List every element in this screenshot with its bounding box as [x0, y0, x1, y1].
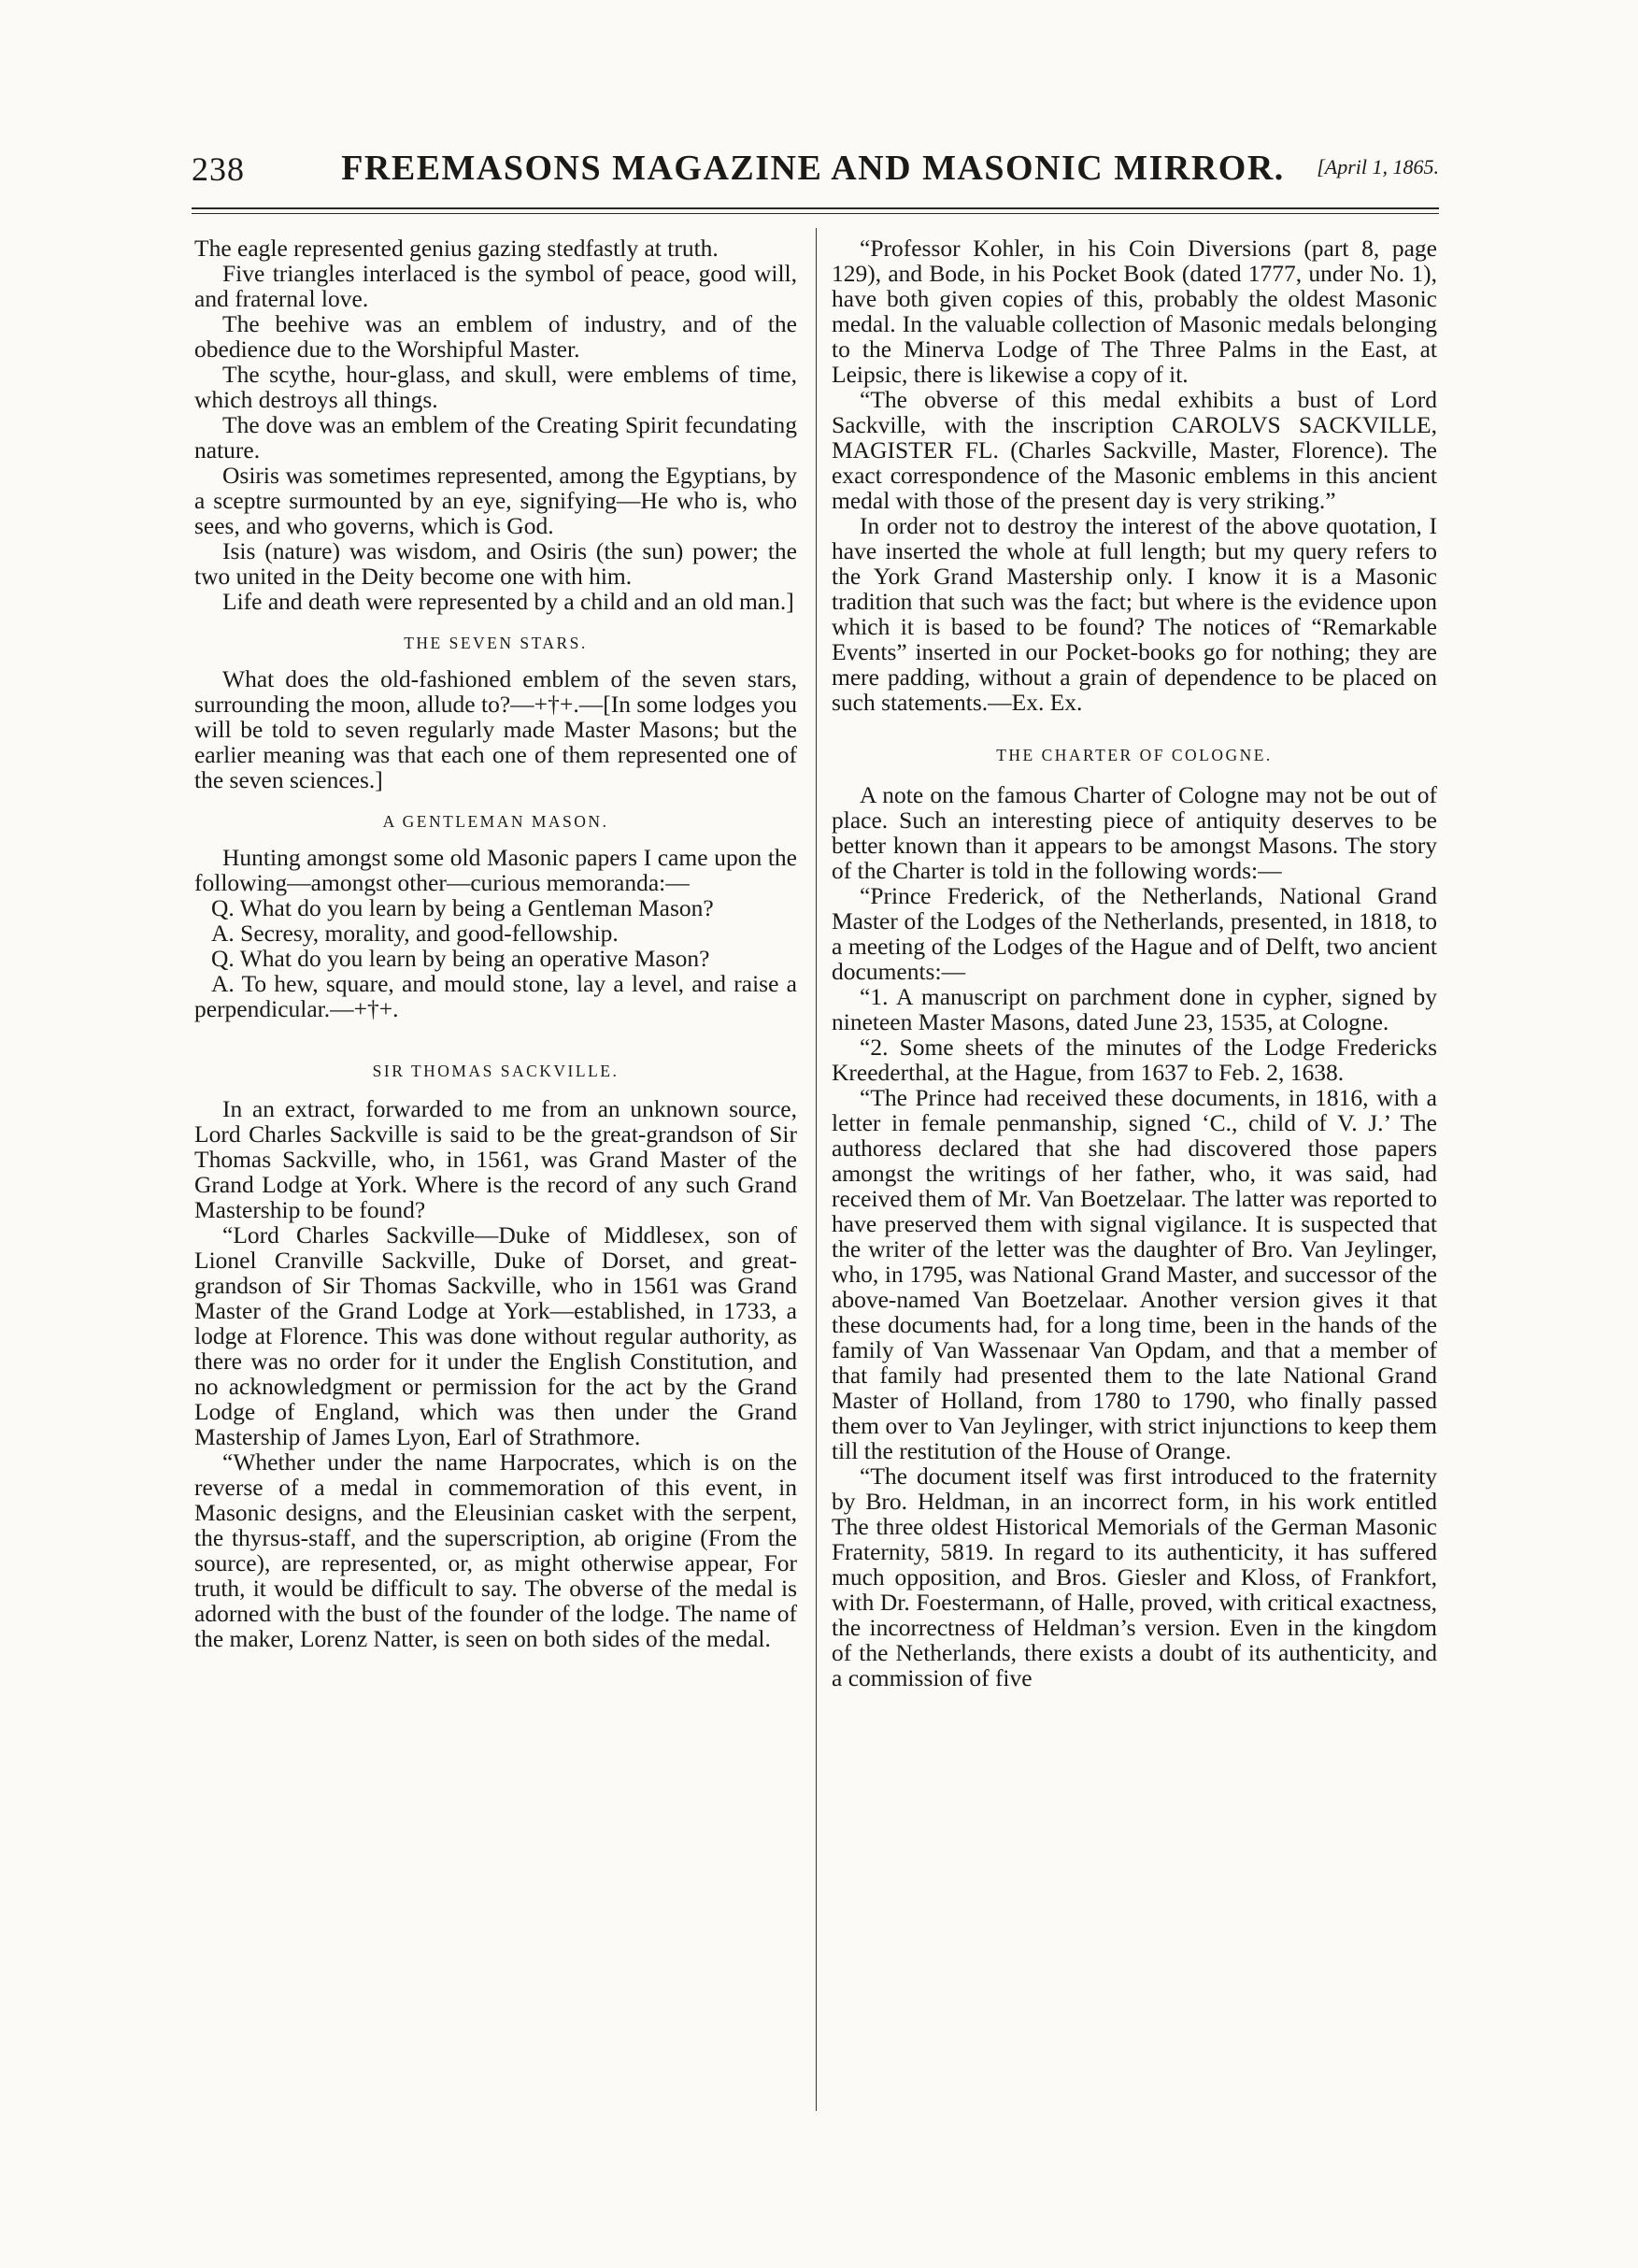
column-divider: [816, 228, 817, 2111]
question-paragraph: Q. What do you learn by being a Gentleman Mason?: [211, 894, 714, 921]
body-paragraph: Five triangles interlaced is the symbol of peace, good will, and fraternal love.: [194, 260, 797, 312]
section-heading-gentleman-mason: A GENTLEMAN MASON.: [382, 812, 609, 831]
running-title: FREEMASONS MAGAZINE AND MASONIC MIRROR.: [341, 149, 1285, 188]
body-paragraph: “Prince Frederick, of the Netherlands, National Grand Master of the Lodges of the Netherlands, presented, in 1818, to a meeting of the Lodges of the Hague and of Delft, two ancient documents:—: [832, 882, 1437, 985]
body-paragraph: The eagle represented genius gazing stedfastly at truth.: [194, 235, 719, 262]
page-number: 238: [192, 150, 245, 188]
body-paragraph: “2. Some sheets of the minutes of the Lodge Fredericks Kreederthal, at the Hague, from 1637 to Feb. 2, 1638.: [832, 1034, 1437, 1086]
body-paragraph: “The obverse of this medal exhibits a bust of Lord Sackville, with the inscription CAROLVS SACKVILLE, MAGISTER FL. (Charles Sackville, Master, Florence). The exact correspondence of the Masonic emblems in this ancient medal with those of the present day is very striking.”: [832, 386, 1437, 514]
section-heading-seven-stars: THE SEVEN STARS.: [404, 634, 588, 652]
body-paragraph: Hunting amongst some old Masonic papers I came upon the following—amongst other—curious memoranda:—: [194, 844, 797, 896]
body-paragraph: The dove was an emblem of the Creating Spirit fecundating nature.: [194, 411, 797, 464]
answer-paragraph: A. To hew, square, and mould stone, lay a level, and raise a perpendicular.—+†+.: [194, 970, 797, 1022]
body-paragraph: A note on the famous Charter of Cologne may not be out of place. Such an interesting piece of antiquity deserves to be better known than it appears to be amongst Masons. The story of the Charter is told in the following words:—: [832, 781, 1437, 884]
body-paragraph: The scythe, hour-glass, and skull, were emblems of time, which destroys all things.: [194, 361, 797, 413]
body-paragraph: Life and death were represented by a child and an old man.]: [222, 588, 794, 615]
body-paragraph: Isis (nature) was wisdom, and Osiris (the sun) power; the two united in the Deity become one with him.: [194, 537, 797, 590]
body-paragraph: What does the old-fashioned emblem of the seven stars, surrounding the moon, allude to?—+†+.—[In some lodges you will be told to seven regularly made Master Masons; but the earlier meaning was that each one of them represented one of the seven sciences.]: [194, 665, 797, 793]
body-paragraph: “The Prince had received these documents, in 1816, with a letter in female penmanship, signed ‘C., child of V. J.’ The authoress declared that she had discovered those papers amongst the writings of her father, who, it was said, had received them of Mr. Van Boetzelaar. The latter was reported to have preserved them with signal vigilance. It is suspected that the writer of the letter was the daughter of Bro. Van Jeylinger, who, in 1795, was National Grand Master, and successor of the above-named Van Boetzelaar. Another version gives it that these documents had, for a long time, been in the hands of the family of Van Wassenaar Van Opdam, and that a member of that family had presented them to the late National Grand Master of Holland, from 1780 to 1790, who finally passed them over to Van Jeylinger, with strict injunctions to keep them till the restitution of the House of Orange.: [832, 1084, 1437, 1464]
body-paragraph: “The document itself was first introduced to the fraternity by Bro. Heldman, in an incorrect form, in his work entitled The three oldest Historical Memorials of the German Masonic Fraternity, 5819. In regard to its authenticity, it has suffered much opposition, and Bros. Giesler and Kloss, of Frankfort, with Dr. Foestermann, of Halle, proved, with critical exactness, the incorrectness of Heldman’s version. Even in the kingdom of the Netherlands, there exists a doubt of its authenticity, and a commission of five: [832, 1462, 1437, 1691]
question-paragraph: Q. What do you learn by being an operative Mason?: [211, 945, 710, 972]
body-paragraph: “Whether under the name Harpocrates, which is on the reverse of a medal in commemoration of this event, in Masonic designs, and the Eleusinian casket with the serpent, the thyrsus-staff, and the superscription, ab origine (From the source), are represented, or, as might otherwise appear, For truth, it would be difficult to say. The obverse of the medal is adorned with the bust of the founder of the lodge. The name of the maker, Lorenz Natter, is seen on both sides of the medal.: [194, 1448, 797, 1652]
body-paragraph: In order not to destroy the interest of the above quotation, I have inserted the whole at full length; but my query refers to the York Grand Mastership only. I know it is a Masonic tradition that such was the fact; but where is the evidence upon which it is based to be found? The notices of “Remarkable Events” inserted in our Pocket-books go for nothing; they are mere padding, without a grain of dependence to be placed on such statements.—Ex. Ex.: [832, 512, 1437, 716]
page-header: [192, 144, 1439, 200]
body-paragraph: “1. A manuscript on parchment done in cypher, signed by nineteen Master Masons, dated June 23, 1535, at Cologne.: [832, 983, 1437, 1035]
issue-date: [April 1, 1865.: [1317, 155, 1439, 178]
body-paragraph: “Professor Kohler, in his Coin Diversions (part 8, page 129), and Bode, in his Pocket Book (dated 1777, under No. 1), have both given copies of this, probably the oldest Masonic medal. In the valuable collection of Masonic medals belonging to the Minerva Lodge of The Three Palms in the East, at Leipsic, there is likewise a copy of it.: [832, 235, 1437, 388]
body-paragraph: “Lord Charles Sackville—Duke of Middlesex, son of Lionel Cranville Sackville, Duke of Dorset, and great-grandson of Sir Thomas Sackville, who in 1561 was Grand Master of the Grand Lodge at York—established, in 1733, a lodge at Florence. This was done without regular authority, as there was no order for it under the English Constitution, and no acknowledgment or permission for the act by the Grand Lodge of England, which was then under the Grand Mastership of James Lyon, Earl of Strathmore.: [194, 1221, 797, 1450]
body-paragraph: Osiris was sometimes represented, among the Egyptians, by a sceptre surmounted by an eye, signifying—He who is, who sees, and who governs, which is God.: [194, 462, 797, 539]
right-column: [832, 235, 1437, 1690]
header-rule-thin: [192, 213, 1439, 214]
section-heading-sackville: SIR THOMAS SACKVILLE.: [372, 1062, 620, 1080]
body-paragraph: The beehive was an emblem of industry, and of the obedience due to the Worshipful Master.: [194, 310, 797, 363]
header-rule-thick: [192, 207, 1439, 209]
answer-paragraph: A. Secresy, morality, and good-fellowship.: [211, 920, 619, 947]
left-column: [194, 235, 797, 1651]
body-paragraph: In an extract, forwarded to me from an unknown source, Lord Charles Sackville is said to be the great-grandson of Sir Thomas Sackville, who, in 1561, was Grand Master of the Grand Lodge at York. Where is the record of any such Grand Mastership to be found?: [194, 1095, 797, 1223]
section-heading-cologne: THE CHARTER OF COLOGNE.: [996, 746, 1273, 764]
